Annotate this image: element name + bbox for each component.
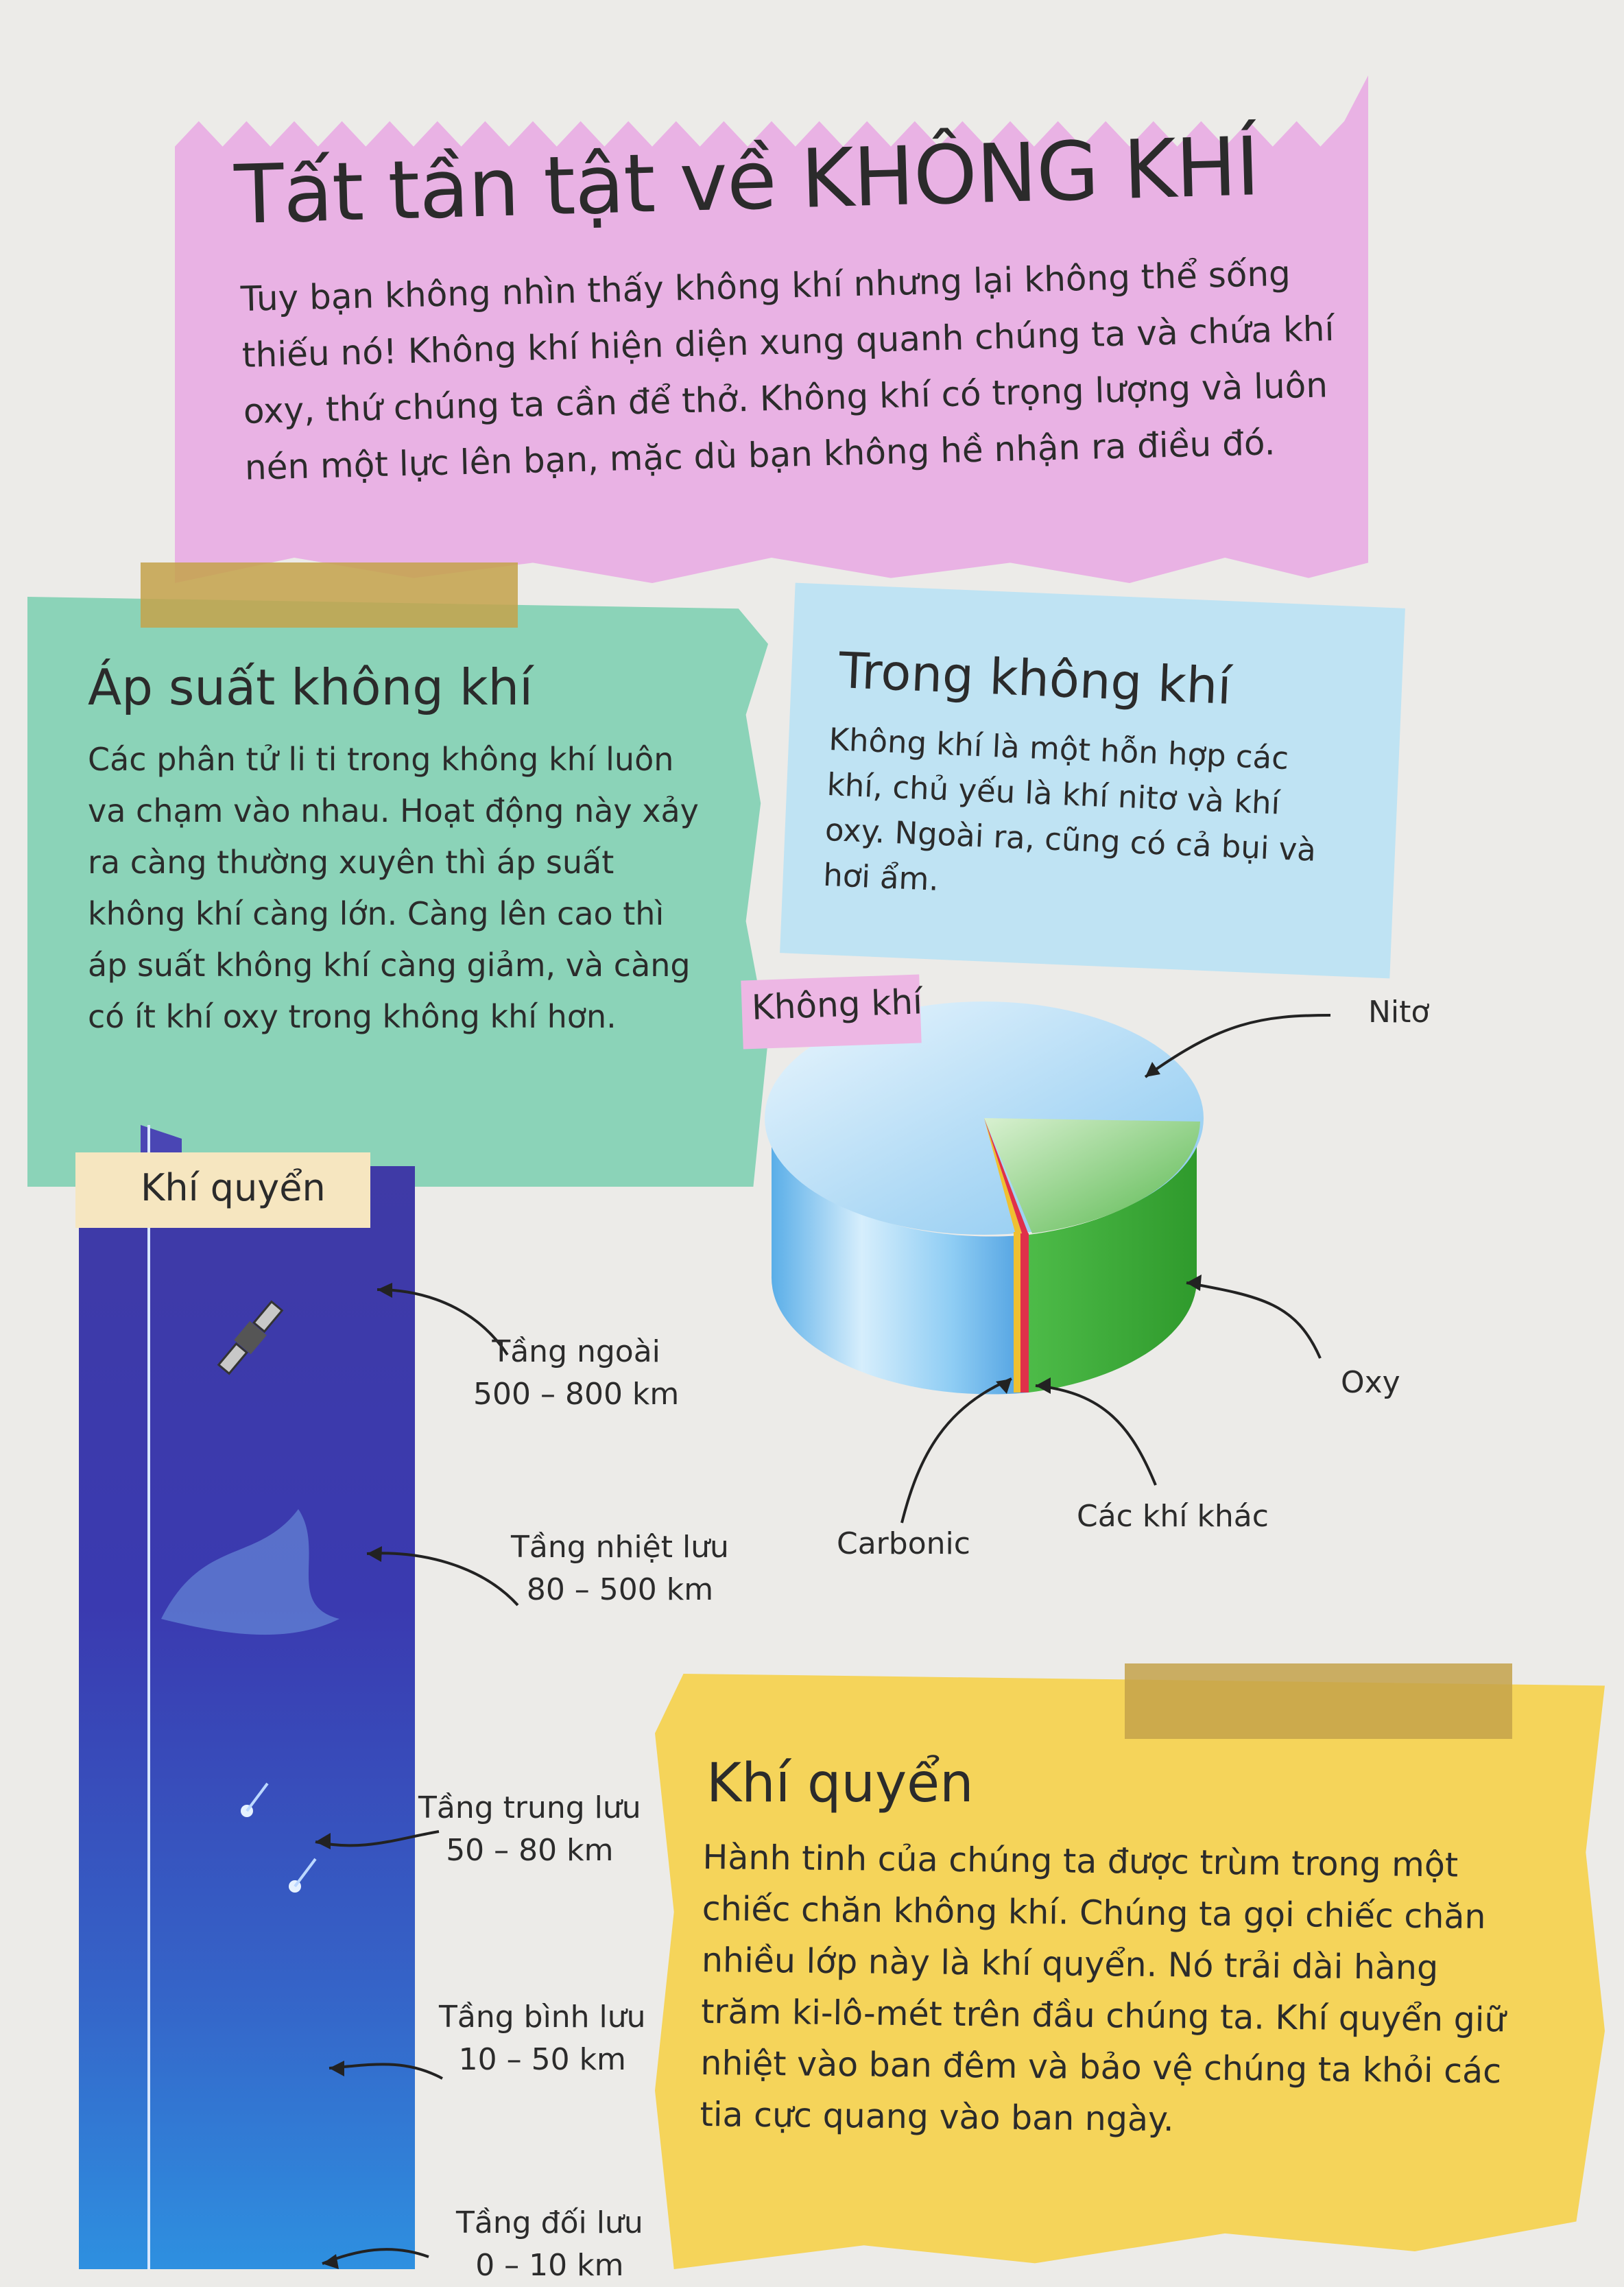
arrow-thermosphere <box>367 1553 518 1605</box>
atmosphere-note-heading: Khí quyển <box>706 1753 974 1814</box>
chart-label-oxygen: Oxy <box>1341 1365 1400 1400</box>
arrow-carbonic <box>902 1379 1012 1523</box>
arrow-troposphere <box>322 2249 429 2264</box>
layer-range: 0 – 10 km <box>475 2248 624 2283</box>
layer-name: Tầng ngoài <box>492 1334 660 1369</box>
layer-range: 500 – 800 km <box>473 1377 680 1412</box>
layer-name: Tầng bình lưu <box>439 2000 646 2035</box>
satellite-icon <box>215 1299 285 1376</box>
page-title: Tất tần tật về KHÔNG KHÍ <box>233 119 1261 242</box>
layer-name: Tầng đối lưu <box>456 2205 643 2240</box>
chart-label-nitrogen: Nitơ <box>1368 995 1430 1030</box>
air-pressure-heading: Áp suất không khí <box>88 659 534 716</box>
chart-label-carbonic: Carbonic <box>837 1526 970 1561</box>
chart-label-other-gases: Các khí khác <box>1077 1499 1269 1534</box>
in-air-body: Không khí là một hỗn hợp các khí, chủ yếu là khí nitơ và khí oxy. Ngoài ra, cũng có cả bụi và hơi ẩm. <box>822 720 1317 898</box>
tape <box>1125 1663 1512 1739</box>
arrowhead <box>315 1833 331 1849</box>
arrowhead <box>329 2061 344 2076</box>
layer-stratosphere <box>439 1996 646 2081</box>
pie-side-other <box>1020 1233 1029 1393</box>
layer-troposphere <box>456 2202 643 2287</box>
pie-side-carbonic <box>1014 1232 1020 1393</box>
layer-range: 80 – 500 km <box>526 1572 714 1607</box>
arrow-other <box>1036 1386 1156 1485</box>
atmosphere-label: Khí quyển <box>141 1166 326 1209</box>
layer-range: 50 – 80 km <box>446 1833 614 1868</box>
tape <box>141 562 518 628</box>
layer-name: Tầng trung lưu <box>418 1790 641 1825</box>
arrowhead <box>377 1283 392 1298</box>
intro-text: Tuy bạn không nhìn thấy không khí nhưng lại không thể sống thiếu nó! Không khí hiện diện xung quanh chúng ta và chứa khí oxy, thứ chúng ta cần để thở. Không khí có trọng lượng và luôn nén một lực lên bạn, mặc dù bạn không hề nhận ra điều đó. <box>240 253 1335 488</box>
air-pressure-body: Các phân tử li ti trong không khí luôn va chạm vào nhau. Hoạt động này xảy ra càng thường xuyên thì áp suất không khí càng lớn. Càng lên cao thì áp suất không khí càng giảm, và càng có ít khí oxy trong không khí hơn. <box>88 741 699 1035</box>
layer-range: 10 – 50 km <box>458 2042 626 2077</box>
atmosphere-note-body: Hành tinh của chúng ta được trùm trong một chiếc chăn không khí. Chúng ta gọi chiếc chăn nhiều lớp này là khí quyển. Nó trải dài hàng trăm ki-lô-mét trên đầu chúng ta. Khí quyển giữ nhiệt vào ban đêm và bảo vệ chúng ta khỏi các tia cực quang vào ban ngày. <box>700 1837 1506 2140</box>
layer-name: Tầng nhiệt lưu <box>511 1530 729 1565</box>
chart-title: Không khí <box>751 982 923 1028</box>
altitude-line <box>147 1125 150 2269</box>
in-air-heading: Trong không khí <box>837 641 1233 715</box>
arrow-oxygen <box>1186 1283 1320 1358</box>
arrow-stratosphere <box>329 2064 442 2078</box>
layer-exosphere <box>473 1331 679 1416</box>
air-composition-chart <box>741 974 1468 1578</box>
layer-thermosphere <box>511 1526 729 1611</box>
layer-mesosphere <box>418 1787 641 1872</box>
arrowhead <box>367 1546 382 1562</box>
